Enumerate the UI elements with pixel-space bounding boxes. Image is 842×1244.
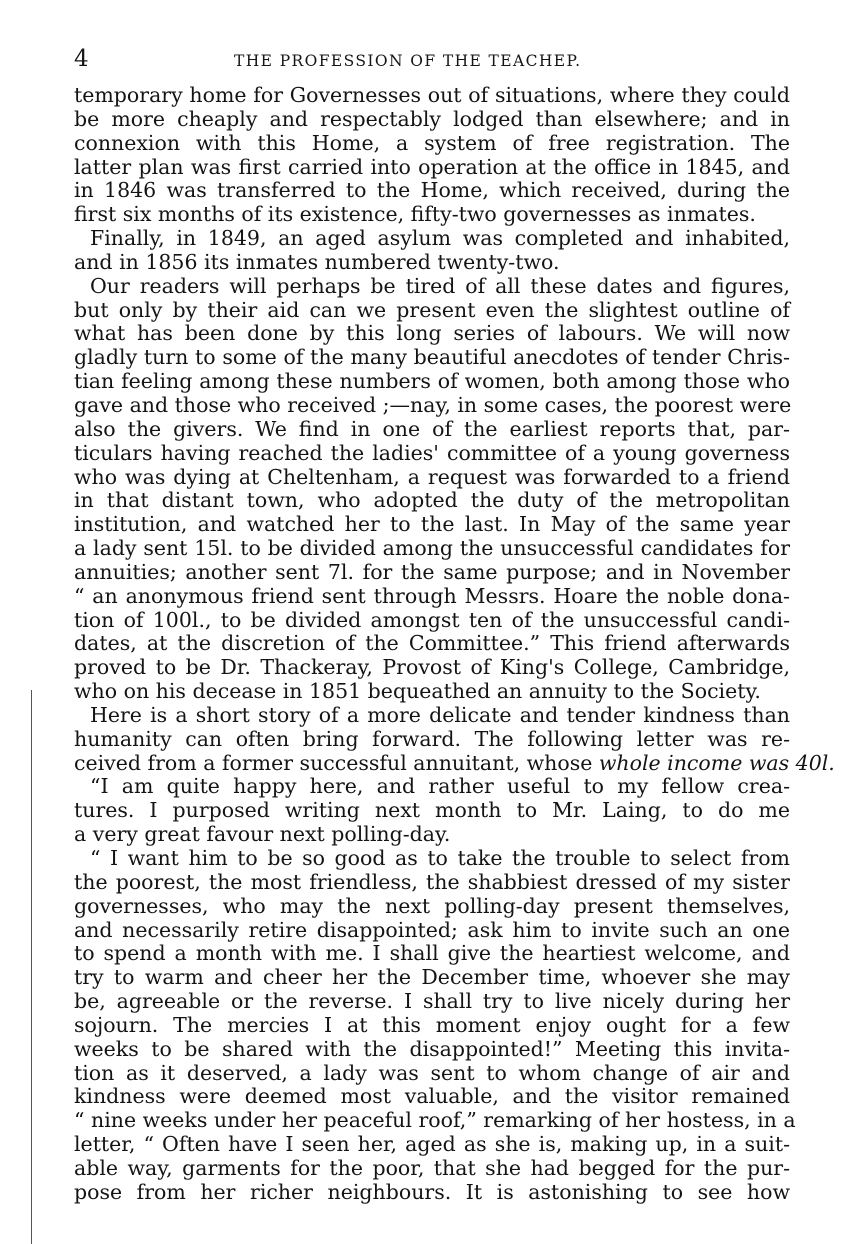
paragraph-first-line: Our readers will perhaps be tired of all these dates and figures,	[90, 273, 790, 298]
text-line: be more cheaply and respectably lodged than elsewhere; and in	[74, 106, 790, 131]
text-line: temporary home for Governesses out of situations, where they could	[74, 83, 790, 107]
text-line: able way, garments for the poor, that she had begged for the pur-	[74, 1155, 790, 1180]
text-line: ticulars having reached the ladies' committee of a young governess	[74, 440, 790, 465]
text-line: in that distant town, who adopted the duty of the metropolitan	[74, 488, 790, 513]
text-line: tian feeling among these numbers of women, both among those who	[74, 369, 790, 394]
text-segment: ceived from a former successful annuitant, whose	[74, 750, 599, 775]
text-line: who on his decease in 1851 bequeathed an annuity to the Society.	[74, 679, 761, 704]
italic-emphasis: whole income was 40l.	[598, 750, 835, 775]
text-line: what has been done by this long series of labours. We will now	[74, 321, 790, 346]
body-text	[74, 83, 835, 1205]
text-line: tures. I purposed writing next month to Mr. Laing, to do me	[74, 798, 790, 823]
text-line: “ an anonymous friend sent through Messrs. Hoare the noble dona-	[74, 583, 790, 608]
text-line: latter plan was first carried into operation at the office in 1845, and	[74, 154, 790, 179]
text-line: proved to be Dr. Thackeray, Provost of King's College, Cambridge,	[74, 655, 790, 680]
text-line: and necessarily retire disappointed; ask him to invite such an one	[74, 917, 790, 942]
text-line: but only by their aid can we present even the slightest outline of	[74, 297, 790, 322]
text-line: in 1846 was transferred to the Home, which received, during the	[74, 178, 790, 203]
text-line: weeks to be shared with the disappointed!” Meeting this invita-	[74, 1036, 790, 1061]
text-line: to spend a month with me. I shall give the heartiest welcome, and	[74, 941, 790, 966]
text-line: the poorest, the most friendless, the shabbiest dressed of my sister	[74, 869, 790, 894]
text-line: sojourn. The mercies I at this moment enjoy ought for a few	[74, 1012, 790, 1037]
paragraph-first-line: “I am quite happy here, and rather useful to my fellow crea-	[90, 774, 790, 799]
text-line: a lady sent 15l. to be divided among the unsuccessful candidates for	[74, 536, 790, 561]
running-head: THE PROFESSION OF THE TEACHEP.	[234, 52, 582, 70]
paragraph-first-line: Finally, in 1849, an aged asylum was completed and inhabited,	[90, 226, 790, 251]
text-line: first six months of its existence, fifty-two governesses as inmates.	[74, 202, 756, 227]
text-line: and in 1856 its inmates numbered twenty-two.	[74, 249, 560, 274]
text-line: tion as it deserved, a lady was sent to whom change of air and	[74, 1060, 790, 1085]
text-line: annuities; another sent 7l. for the same purpose; and in November	[74, 559, 790, 584]
page-number: 4	[74, 46, 89, 72]
text-line: a very great favour next polling-day.	[74, 822, 451, 847]
text-line: also the givers. We find in one of the earliest reports that, par-	[74, 416, 790, 441]
text-line: kindness were deemed most valuable, and the visitor remained	[74, 1084, 790, 1109]
text-line: humanity can often bring forward. The following letter was re-	[74, 726, 790, 751]
text-line	[74, 750, 835, 776]
page-header	[74, 46, 790, 76]
text-line: try to warm and cheer her the December time, whoever she may	[74, 965, 790, 990]
text-line: be, agreeable or the reverse. I shall try to live nicely during her	[74, 989, 790, 1014]
text-line: pose from her richer neighbours. It is astonishing to see how	[74, 1179, 790, 1204]
text-line: dates, at the discretion of the Committee.” This friend afterwards	[74, 631, 790, 656]
text-line: governesses, who may the next polling-day present themselves,	[74, 893, 790, 918]
paragraph-first-line: Here is a short story of a more delicate and tender kindness than	[90, 702, 790, 727]
text-line: who was dying at Cheltenham, a request was forwarded to a friend	[74, 464, 790, 489]
text-line: gave and those who received ;—nay, in some cases, the poorest were	[74, 392, 792, 417]
page-edge-rule	[31, 690, 32, 1244]
text-line: institution, and watched her to the last. In May of the same year	[74, 512, 790, 537]
text-line: letter, “ Often have I seen her, aged as she is, making up, in a suit-	[74, 1132, 790, 1157]
text-line: connexion with this Home, a system of free registration. The	[74, 130, 790, 155]
paragraph-first-line: “ I want him to be so good as to take the trouble to select from	[90, 846, 790, 870]
text-line: “ nine weeks under her peaceful roof,” remarking of her hostess, in a	[74, 1108, 796, 1133]
text-line: tion of 100l., to be divided amongst ten of the unsuccessful candi-	[74, 607, 790, 632]
text-line: gladly turn to some of the many beautiful anecdotes of tender Chris-	[74, 345, 790, 370]
